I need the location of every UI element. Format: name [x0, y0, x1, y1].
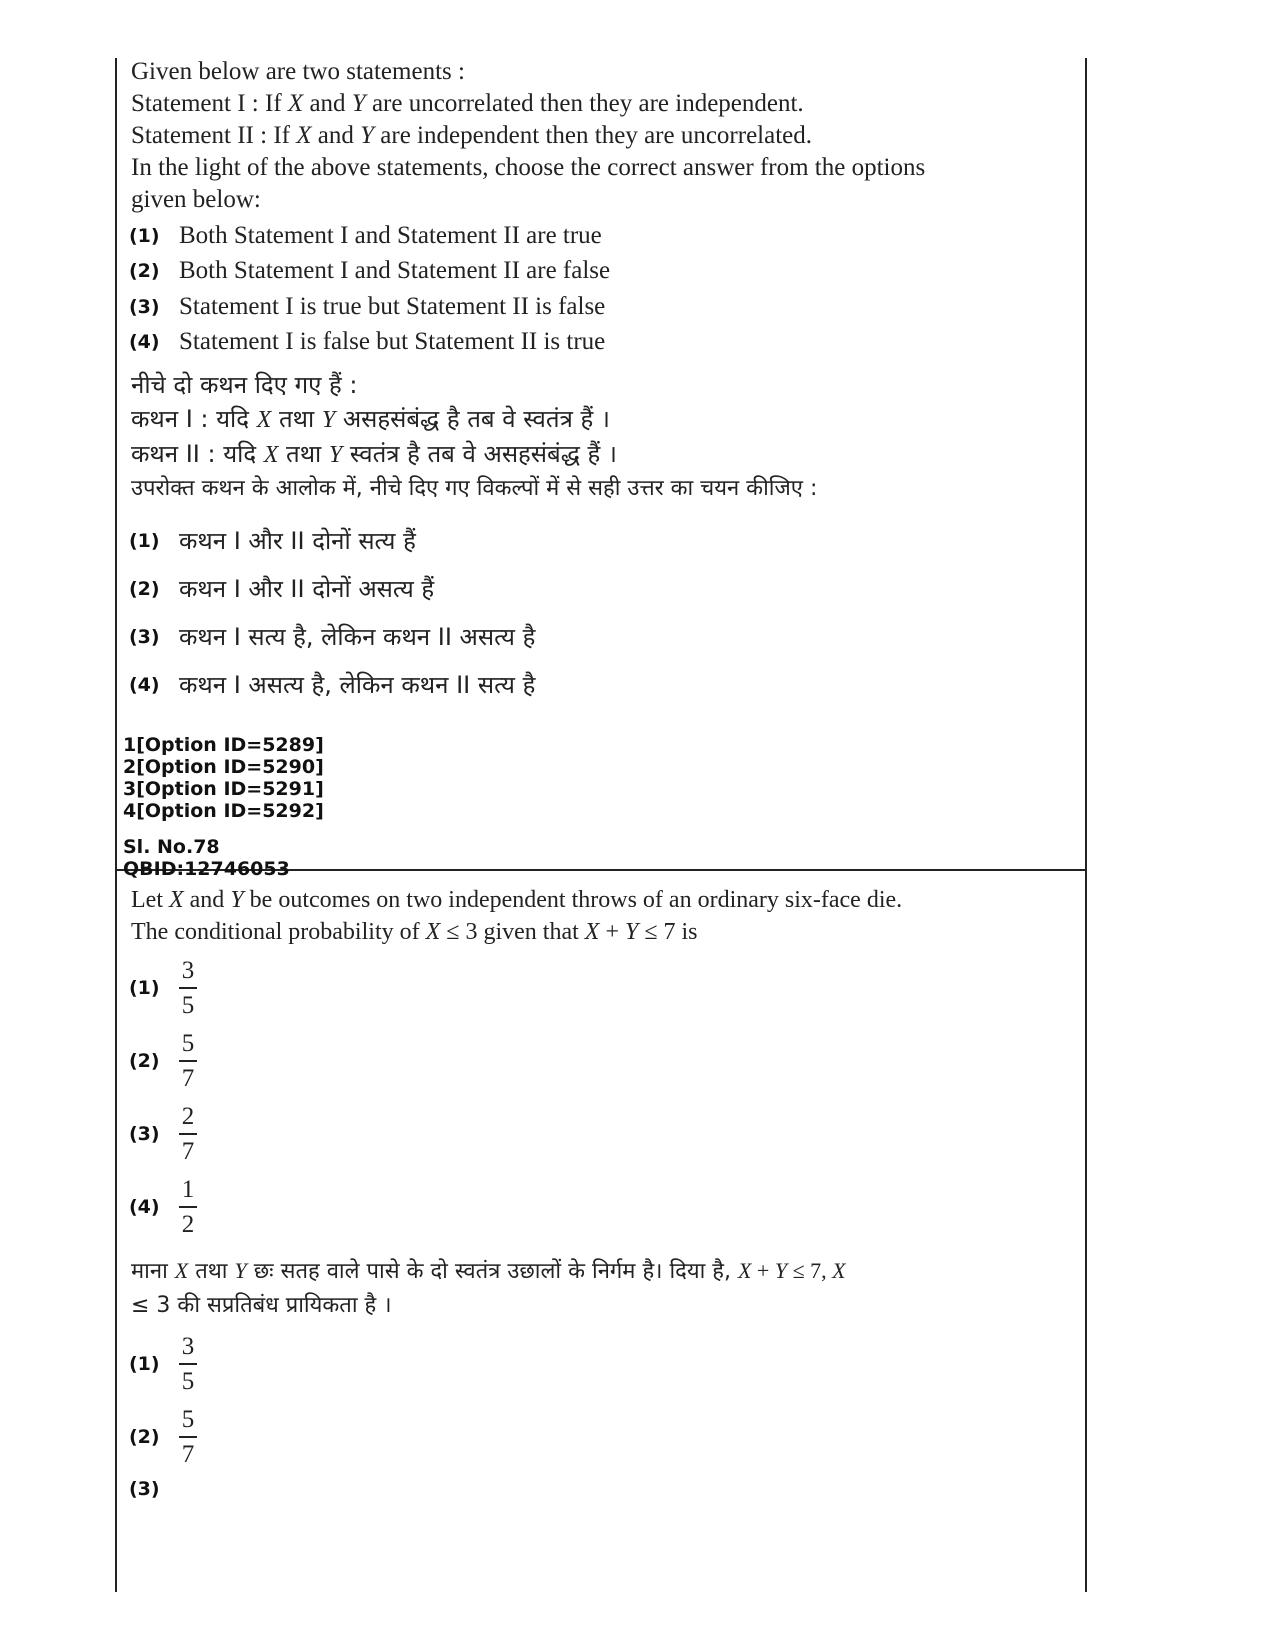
q78-en-line-2: The conditional probability of X ≤ 3 given that X + Y ≤ 7 is [131, 919, 698, 945]
fraction: $\frac{2}{7}$ [179, 1102, 197, 1166]
option-id-2: 2[Option ID=5290] [123, 756, 324, 778]
q77-hi-option-1: (1) कथन I और II दोनों सत्य हैं [129, 527, 416, 555]
q77-en-option-4: (4) Statement I is false but Statement II is true [129, 328, 606, 355]
fraction: $\frac{5}{7}$ [179, 1405, 197, 1469]
option-id-3: 3[Option ID=5291] [123, 778, 324, 800]
q78-header [123, 836, 1065, 880]
question-frame [115, 58, 1087, 1592]
q78-hindi-stem [131, 1254, 1065, 1323]
q77-hi-statement-1: कथन I : यदि X तथा Y असहसंबंद्ध है तब वे स्वतंत्र हैं । [131, 405, 610, 433]
q77-statement-2: Statement II : If X and Y are independent then they are uncorrelated. [131, 122, 813, 149]
q78-hi-option-3: (3) [129, 1478, 160, 1500]
q78-hi-line-1: माना X तथा Y छः सतह वाले पासे के दो स्वतंत्र उछालों के निर्गम है। दिया है, X + Y ≤ 7, X [131, 1258, 846, 1284]
q77-english-stem [131, 56, 1065, 216]
q77-instruction-line-1: In the light of the above statements, choose the correct answer from the options [131, 154, 926, 181]
q77-hi-statement-2: कथन II : यदि X तथा Y स्वतंत्र है तब वे असहसंबंद्ध हैं । [131, 440, 617, 468]
q78-en-option-2: (2) $\frac{5}{7}$ [129, 1029, 197, 1093]
q77-hi-instruction: उपरोक्त कथन के आलोक में, नीचे दिए गए विकल्पों में से सही उत्तर का चयन कीजिए : [131, 476, 818, 501]
option-id-1: 1[Option ID=5289] [123, 734, 324, 756]
q77-intro: Given below are two statements : [131, 58, 465, 85]
q77-option-ids [123, 734, 1065, 822]
option-id-4: 4[Option ID=5292] [123, 800, 324, 822]
q78-hi-option-1: (1) $\frac{3}{5}$ [129, 1332, 197, 1396]
q77-hi-option-2: (2) कथन I और II दोनों असत्य हैं [129, 575, 435, 603]
q78-en-option-1: (1) $\frac{3}{5}$ [129, 956, 197, 1020]
q78-en-option-3: (3) $\frac{2}{7}$ [129, 1102, 197, 1166]
q78-english-stem [131, 884, 1065, 948]
q77-hi-intro: नीचे दो कथन दिए गए हैं : [131, 371, 358, 399]
fraction: $\frac{5}{7}$ [179, 1029, 197, 1093]
q77-hindi-stem [131, 368, 1065, 506]
q77-en-option-2: (2) Both Statement I and Statement II are false [129, 257, 611, 284]
q77-statement-1: Statement I : If X and Y are uncorrelated then they are independent. [131, 90, 804, 117]
q77-hi-option-4: (4) कथन I असत्य है, लेकिन कथन II सत्य है [129, 671, 536, 699]
serial-number: Sl. No.78 [123, 836, 220, 858]
q77-en-option-3: (3) Statement I is true but Statement II is false [129, 293, 606, 320]
q77-hi-option-3: (3) कथन I सत्य है, लेकिन कथन II असत्य है [129, 623, 536, 651]
fraction: $\frac{3}{5}$ [179, 956, 197, 1020]
fraction: $\frac{3}{5}$ [179, 1332, 197, 1396]
q78-hi-option-2: (2) $\frac{5}{7}$ [129, 1405, 197, 1469]
q78-en-option-4: (4) $\frac{1}{2}$ [129, 1175, 197, 1239]
q77-en-option-1: (1) Both Statement I and Statement II are true [129, 222, 602, 249]
q77-instruction-line-2: given below: [131, 186, 261, 213]
fraction: $\frac{1}{2}$ [179, 1175, 197, 1239]
qbid: QBID:12746053 [123, 858, 290, 880]
q78-hi-line-2: ≤ 3 की सप्रतिबंध प्रायिकता है । [131, 1293, 392, 1318]
q78-en-line-1: Let X and Y be outcomes on two independent throws of an ordinary six-face die. [131, 887, 903, 913]
